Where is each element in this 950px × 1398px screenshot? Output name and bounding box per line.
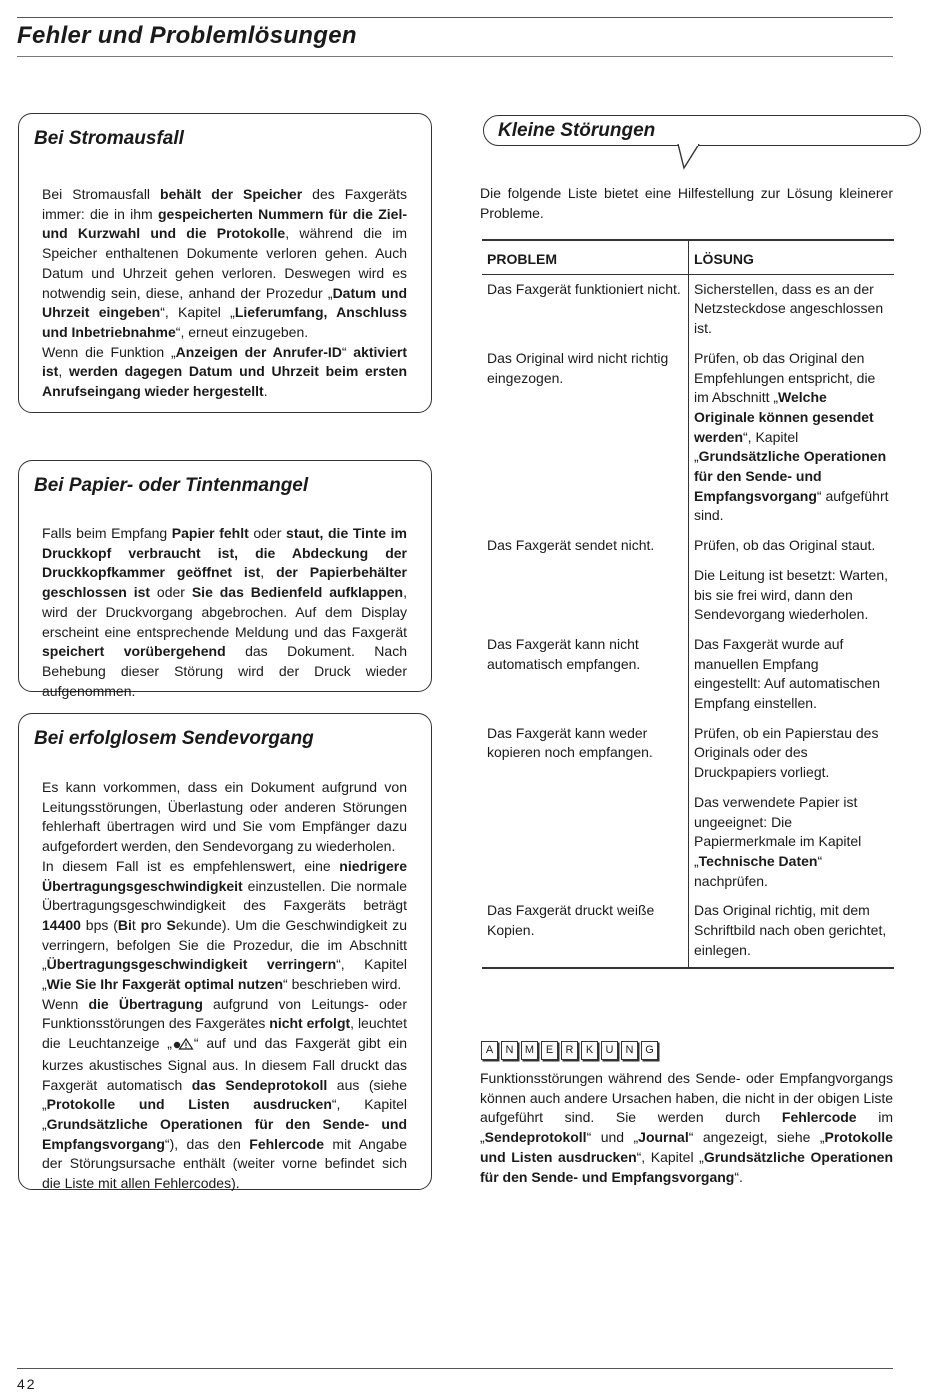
send-failure-box xyxy=(18,713,432,1190)
caller-id-paragraph: Wenn die Funktion „Anzeigen der Anrufer-ID“ aktiviert ist, werden dagegen Datum und Uhrzeit beim ersten Anrufseingang wieder hergestellt. xyxy=(42,343,408,400)
note-heading-letter: E xyxy=(541,1041,558,1060)
table-row xyxy=(482,566,894,635)
send-failure-title: Bei erfolglosem Sendevorgang xyxy=(34,728,314,749)
problem-cell: Das Faxgerät druckt weiße Kopien. xyxy=(482,901,689,967)
table-row xyxy=(482,724,894,793)
page-title: Fehler und Problemlösungen xyxy=(17,22,357,49)
note-text: Funktionsstörungen während des Sende- oder Empfangvorgangs können auch andere Ursachen haben, die nicht in der obigen Liste aufgeführt sind. Sie werden durch Fehlercode im „Sendeprotokoll“ und „Journal“ angezeigt, siehe „Protokolle und Listen ausdrucken“, Kapitel „Grundsätzliche Operationen für den Sende- und Empfangsvorgang“. xyxy=(480,1070,893,1185)
paper-ink-title: Bei Papier- oder Tintenmangel xyxy=(34,475,309,496)
minor-faults-intro: Die folgende Liste bietet eine Hilfestellung zur Lösung kleinerer Probleme. xyxy=(480,185,893,221)
column-header-solution: LÖSUNG xyxy=(689,240,895,274)
send-failure-body xyxy=(42,778,407,1194)
solution-cell: Prüfen, ob das Original den Empfehlungen entspricht, die im Abschnitt „Welche Originale können gesendet werden“, Kapitel „Grundsätzliche Operationen für den Sende- und Empfangsvorgang“ aufgeführt sind. xyxy=(689,349,895,536)
table-row xyxy=(482,901,894,967)
note-heading-letter: U xyxy=(601,1041,618,1060)
problem-cell xyxy=(482,793,689,902)
top-rule xyxy=(17,17,893,18)
note-heading-letter: K xyxy=(581,1041,598,1060)
speech-bubble-tail-icon xyxy=(677,144,701,170)
send-failure-paragraph-2: In diesem Fall ist es empfehlenswert, eine niedrigere Übertragungsgeschwindigkeit einzustellen. Die normale Übertragungsgeschwindigkeit des Faxgeräts beträgt 14400 bps (Bit pro Sekunde). Um die Geschwindigkeit zu verringern, befolgen Sie die Prozedur, die im Abschnitt „Übertragungsgeschwindigkeit verringern“, Kapitel „Wie Sie Ihr Faxgerät optimal nutzen“ beschrieben wird. xyxy=(42,857,408,993)
table-header-row xyxy=(482,240,894,274)
indicator-light-icon xyxy=(172,1036,194,1056)
paper-ink-body xyxy=(42,524,407,701)
problem-cell: Das Faxgerät funktioniert nicht. xyxy=(487,280,681,297)
table-row xyxy=(482,349,894,536)
paper-ink-box xyxy=(18,460,432,699)
table-row xyxy=(482,536,894,566)
solution-cell: Das Faxgerät wurde auf manuellen Empfang eingestellt: Auf automatischen Empfang einstellen. xyxy=(689,635,895,724)
power-failure-paragraph: Bei Stromausfall behält der Speicher des Faxgeräts immer: die in ihm gespeicherten Nummern für die Ziel- und Kurzwahl und die Protokolle, während die im Speicher enthaltenen Dokumente verloren gehen. Auch Datum und Uhrzeit gehen verloren. Deswegen wird es notwendig sein, diese, anhand der Prozedur „Datum und Uhrzeit eingeben“, Kapitel „Lieferumfang, Anschluss und Inbetriebnahme“, erneut einzugeben. xyxy=(42,186,408,340)
send-failure-paragraph-3: Wenn die Übertragung aufgrund von Leitungs- oder Funktionsstörungen des Faxgerätes nicht erfolgt, leuchtet die Leuchtanzeige „ “ auf und das Faxgerät gibt ein kurzes akustisches Signal aus. In diesem Fall druckt das Faxgerät automatisch das Sendeprotokoll aus (siehe „Protokolle und Listen ausdrucken“, Kapitel „Grundsätzliche Operationen für den Sende- und Empfangsvorgang“), das den Fehlercode mit Angabe der Störungsursache enthält (weiter vorne befindet sich die Liste mit allen Fehlercodes). xyxy=(42,995,408,1192)
problem-cell: Das Original wird nicht richtig eingezogen. xyxy=(487,349,669,386)
note-heading-letter: M xyxy=(521,1041,538,1060)
problem-cell xyxy=(482,566,689,635)
solution-cell: Prüfen, ob das Original staut. xyxy=(689,536,895,566)
note-heading-letter: N xyxy=(621,1041,638,1060)
table-row xyxy=(482,635,894,724)
note-heading-letter: N xyxy=(501,1041,518,1060)
table-row xyxy=(482,274,894,349)
solution-cell: Das Original richtig, mit dem Schriftbild nach oben gerichtet, einlegen. xyxy=(689,901,895,967)
solution-cell: Prüfen, ob ein Papierstau des Originals oder des Druckpapiers vorliegt. xyxy=(689,724,895,793)
column-header-problem: PROBLEM xyxy=(482,240,689,274)
problem-cell: Das Faxgerät sendet nicht. xyxy=(487,537,655,554)
note-heading-letter: A xyxy=(481,1041,498,1060)
minor-faults-title: Kleine Störungen xyxy=(498,120,656,141)
table-row xyxy=(482,793,894,902)
page-number: 42 xyxy=(17,1376,37,1392)
footer-rule xyxy=(17,1368,893,1369)
paper-ink-paragraph: Falls beim Empfang Papier fehlt oder staut, die Tinte im Druckkopf verbraucht ist, die Abdeckung der Druckkopfkammer geöffnet ist, der Papierbehälter geschlossen ist oder Sie das Bedienfeld aufklappen, wird der Druckvorgang abgebrochen. Auf dem Display erscheint eine entsprechende Meldung und das Faxgerät speichert vorübergehend das Dokument. Nach Behebung dieser Störung wird der Druck wieder aufgenommen. xyxy=(42,525,407,699)
power-failure-body xyxy=(42,185,407,402)
problem-cell: Das Faxgerät kann weder kopieren noch empfangen. xyxy=(487,724,653,761)
note-heading-letter: R xyxy=(561,1041,578,1060)
title-rule xyxy=(17,56,893,57)
problem-cell: Das Faxgerät kann nicht automatisch empfangen. xyxy=(487,635,641,672)
minor-faults-heading-bubble xyxy=(483,115,921,146)
solution-cell: Die Leitung ist besetzt: Warten, bis sie frei wird, dann den Sendevorgang wiederholen. xyxy=(689,566,895,635)
note-heading-letter: G xyxy=(641,1041,658,1060)
solution-cell: Sicherstellen, dass es an der Netzsteckdose angeschlossen ist. xyxy=(689,274,895,349)
problem-solution-table xyxy=(482,239,894,969)
note-heading xyxy=(481,1041,658,1060)
power-failure-title: Bei Stromausfall xyxy=(34,128,184,149)
solution-cell: Das verwendete Papier ist ungeeignet: Die Papiermerkmale im Kapitel „Technische Daten“ nachprüfen. xyxy=(689,793,895,902)
power-failure-box xyxy=(18,113,432,413)
send-failure-paragraph-1: Es kann vorkommen, dass ein Dokument aufgrund von Leitungsstörungen, Überlastung oder anderen Störungen fehlerhaft übertragen wird und Sie vom Empfänger dazu aufgefordert werden, den Sendevorgang zu wiederholen. xyxy=(42,779,407,855)
